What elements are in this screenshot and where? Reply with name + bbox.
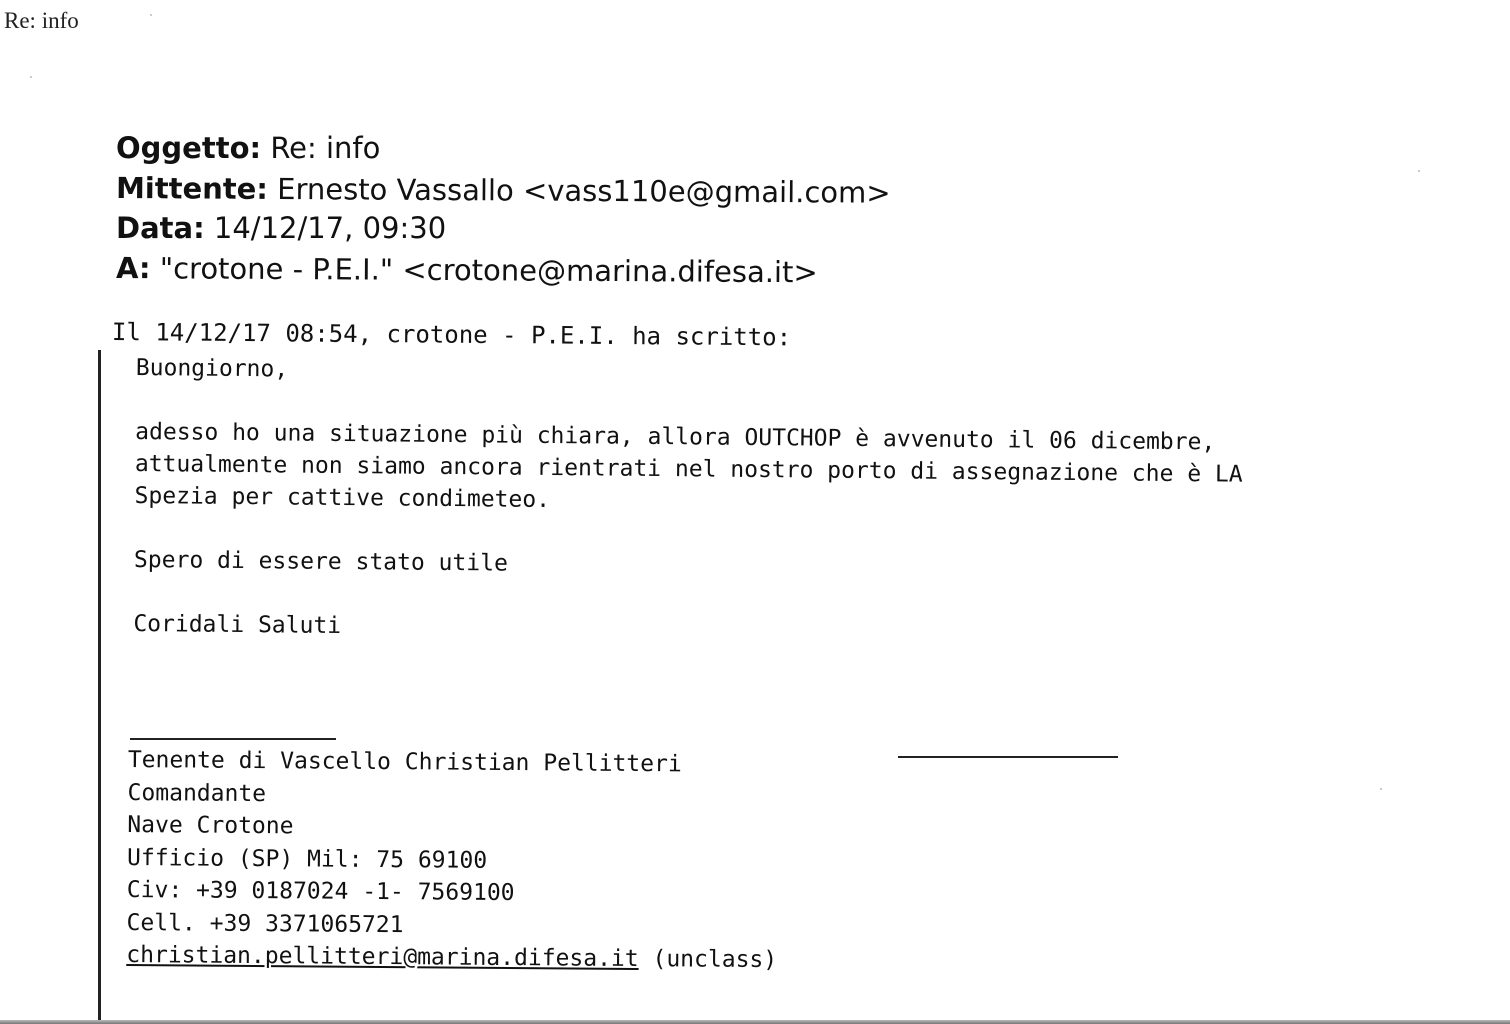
sender-label: Mittente: <box>115 171 269 206</box>
quote-intro: Il 14/12/17 08:54, crotone - P.E.I. ha scritto: <box>111 318 792 352</box>
closing-salutation: Coridali Saluti <box>133 610 342 639</box>
closing-text: Spero di essere stato utile <box>133 546 508 577</box>
scan-speck <box>30 76 32 78</box>
signature-email-row <box>126 939 777 977</box>
page-title: Re: info <box>4 8 79 33</box>
subject-row <box>116 128 891 168</box>
signature-separator <box>130 738 336 740</box>
email-headers <box>116 128 891 288</box>
date-label: Data: <box>116 211 205 245</box>
signature-name: Tenente di Vascello Christian Pellitteri <box>127 746 682 778</box>
signature-classification: (unclass) <box>652 946 778 974</box>
greeting: Buongiorno, <box>135 354 289 383</box>
date-value: 14/12/17, 09:30 <box>213 211 447 245</box>
signature-email-link[interactable]: christian.pellitteri@marina.difesa.it <box>126 941 639 973</box>
to-row <box>116 248 891 293</box>
signature-civ: Civ: +39 0187024 -1- 7569100 <box>126 876 515 907</box>
signature-role: Comandante <box>127 779 267 807</box>
date-row <box>116 208 891 248</box>
quote-bar <box>98 350 101 1024</box>
body-line: attualmente non siamo ancora rientrati nel nostro porto di assegnazione che è LA <box>134 450 1243 488</box>
sender-row <box>116 168 891 213</box>
body-line: Spezia per cattive condimeteo. <box>134 482 551 513</box>
subject-value: Re: info <box>270 131 381 165</box>
body-line: adesso ho una situazione più chiara, allora OUTCHOP è avvenuto il 06 dicembre, <box>135 418 1216 456</box>
stray-line <box>898 756 1118 758</box>
subject-label: Oggetto: <box>116 131 262 165</box>
scan-speck <box>1380 788 1382 790</box>
sender-value: Ernesto Vassallo <vass110e@gmail.com> <box>277 171 891 210</box>
signature-block <box>126 744 779 977</box>
scan-speck <box>1418 170 1420 172</box>
to-label: A: <box>115 251 151 286</box>
scan-bottom-edge <box>0 1020 1510 1024</box>
quoted-message <box>133 352 1243 651</box>
signature-cell: Cell. +39 3371065721 <box>126 909 404 938</box>
signature-ship: Nave Crotone <box>127 811 294 840</box>
signature-office: Ufficio (SP) Mil: 75 69100 <box>127 844 488 874</box>
to-value: "crotone - P.E.I." <crotone@marina.difesa.it> <box>159 251 818 290</box>
scan-speck <box>150 14 152 16</box>
